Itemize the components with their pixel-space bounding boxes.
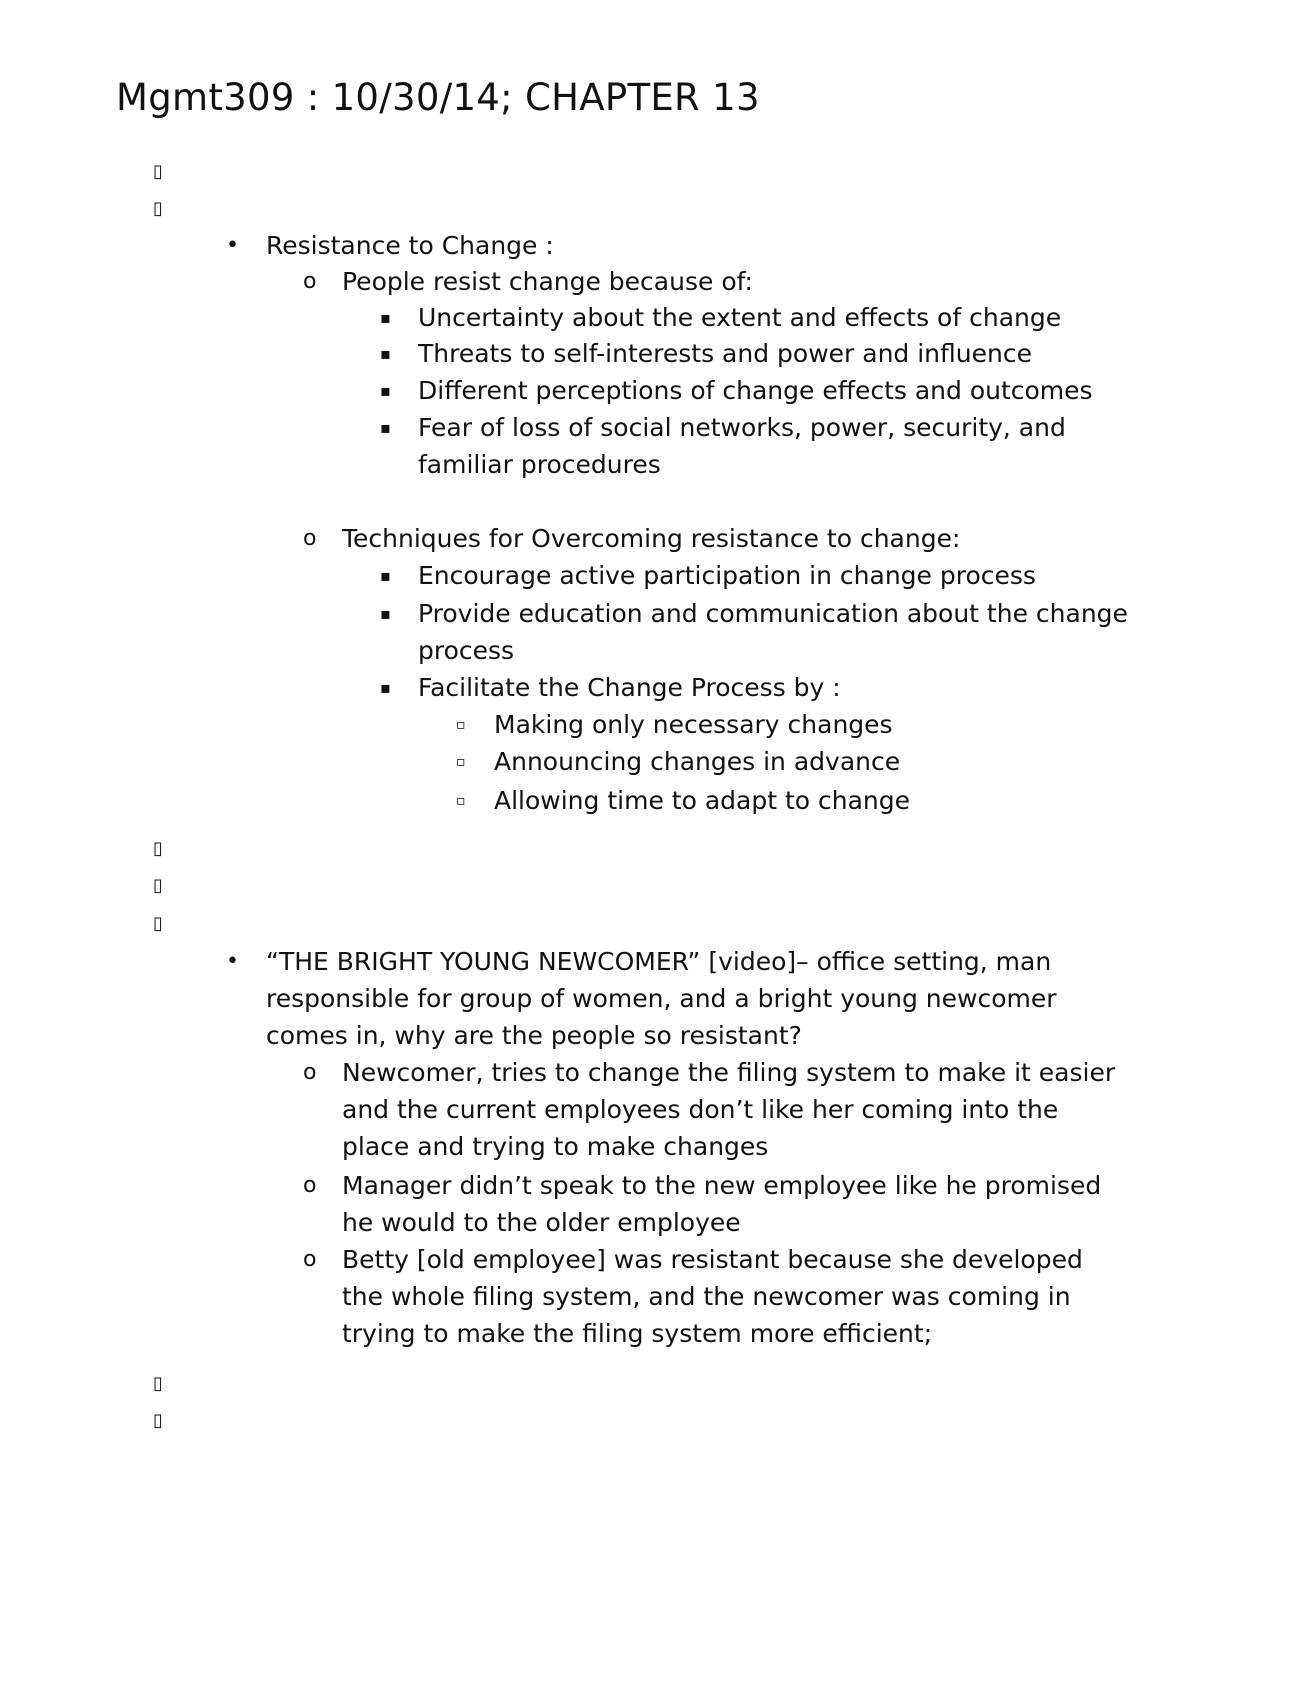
missing-glyph-icon: ▯ — [153, 875, 163, 896]
bullet-circle-icon: o — [303, 526, 317, 551]
bullet-circle-icon: o — [303, 1060, 317, 1085]
list-item: Threats to self-interests and power and influence — [418, 339, 1032, 368]
list-item: Newcomer, tries to change the filing system to make it easier — [342, 1058, 1116, 1087]
list-item: Uncertainty about the extent and effects of change — [418, 303, 1062, 332]
bullet-circle-icon: o — [303, 1173, 317, 1198]
bullet-square-icon: ▪ — [380, 308, 391, 327]
list-item: Facilitate the Change Process by : — [418, 673, 841, 702]
bullet-square-icon: ▪ — [380, 604, 391, 623]
list-item: Announcing changes in advance — [494, 747, 901, 776]
list-item: Manager didn’t speak to the new employee like he promised — [342, 1171, 1102, 1200]
bullet-square-icon: ▪ — [380, 566, 391, 585]
list-item: Allowing time to adapt to change — [494, 786, 910, 815]
section-heading-continuation: comes in, why are the people so resistant? — [266, 1021, 802, 1050]
list-item-continuation: and the current employees don’t like her coming into the — [342, 1095, 1059, 1124]
missing-glyph-icon: ▯ — [153, 913, 163, 934]
bullet-circle-icon: o — [303, 269, 317, 294]
list-item: Different perceptions of change effects and outcomes — [418, 376, 1093, 405]
list-item: Betty [old employee] was resistant because she developed — [342, 1245, 1083, 1274]
list-item: Provide education and communication about the change — [418, 599, 1128, 628]
section-heading-continuation: responsible for group of women, and a bright young newcomer — [266, 984, 1057, 1013]
section-heading: Resistance to Change : — [266, 231, 554, 260]
bullet-disc-icon: • — [226, 233, 239, 258]
list-item-continuation: trying to make the filing system more efficient; — [342, 1319, 933, 1348]
bullet-open-square-icon: ▫ — [456, 754, 466, 770]
bullet-open-square-icon: ▫ — [456, 717, 466, 733]
bullet-disc-icon: • — [226, 949, 239, 974]
bullet-square-icon: ▪ — [380, 678, 391, 697]
list-item: Making only necessary changes — [494, 710, 893, 739]
list-item: Techniques for Overcoming resistance to change: — [342, 524, 961, 553]
list-item-continuation: familiar procedures — [418, 450, 661, 479]
section-heading: “THE BRIGHT YOUNG NEWCOMER” [video]– office setting, man — [266, 947, 1052, 976]
bullet-open-square-icon: ▫ — [456, 793, 466, 809]
list-item-continuation: the whole filing system, and the newcomer was coming in — [342, 1282, 1071, 1311]
missing-glyph-icon: ▯ — [153, 161, 163, 182]
list-item-continuation: place and trying to make changes — [342, 1132, 769, 1161]
bullet-circle-icon: o — [303, 1247, 317, 1272]
missing-glyph-icon: ▯ — [153, 1373, 163, 1394]
list-item: Fear of loss of social networks, power, security, and — [418, 413, 1066, 442]
bullet-square-icon: ▪ — [380, 418, 391, 437]
list-item: Encourage active participation in change process — [418, 561, 1036, 590]
missing-glyph-icon: ▯ — [153, 198, 163, 219]
list-item: People resist change because of: — [342, 267, 753, 296]
list-item-continuation: process — [418, 636, 515, 665]
missing-glyph-icon: ▯ — [153, 1410, 163, 1431]
page-title: Mgmt309 : 10/30/14; CHAPTER 13 — [116, 76, 760, 119]
bullet-square-icon: ▪ — [380, 381, 391, 400]
bullet-square-icon: ▪ — [380, 344, 391, 363]
list-item-continuation: he would to the older employee — [342, 1208, 741, 1237]
missing-glyph-icon: ▯ — [153, 838, 163, 859]
